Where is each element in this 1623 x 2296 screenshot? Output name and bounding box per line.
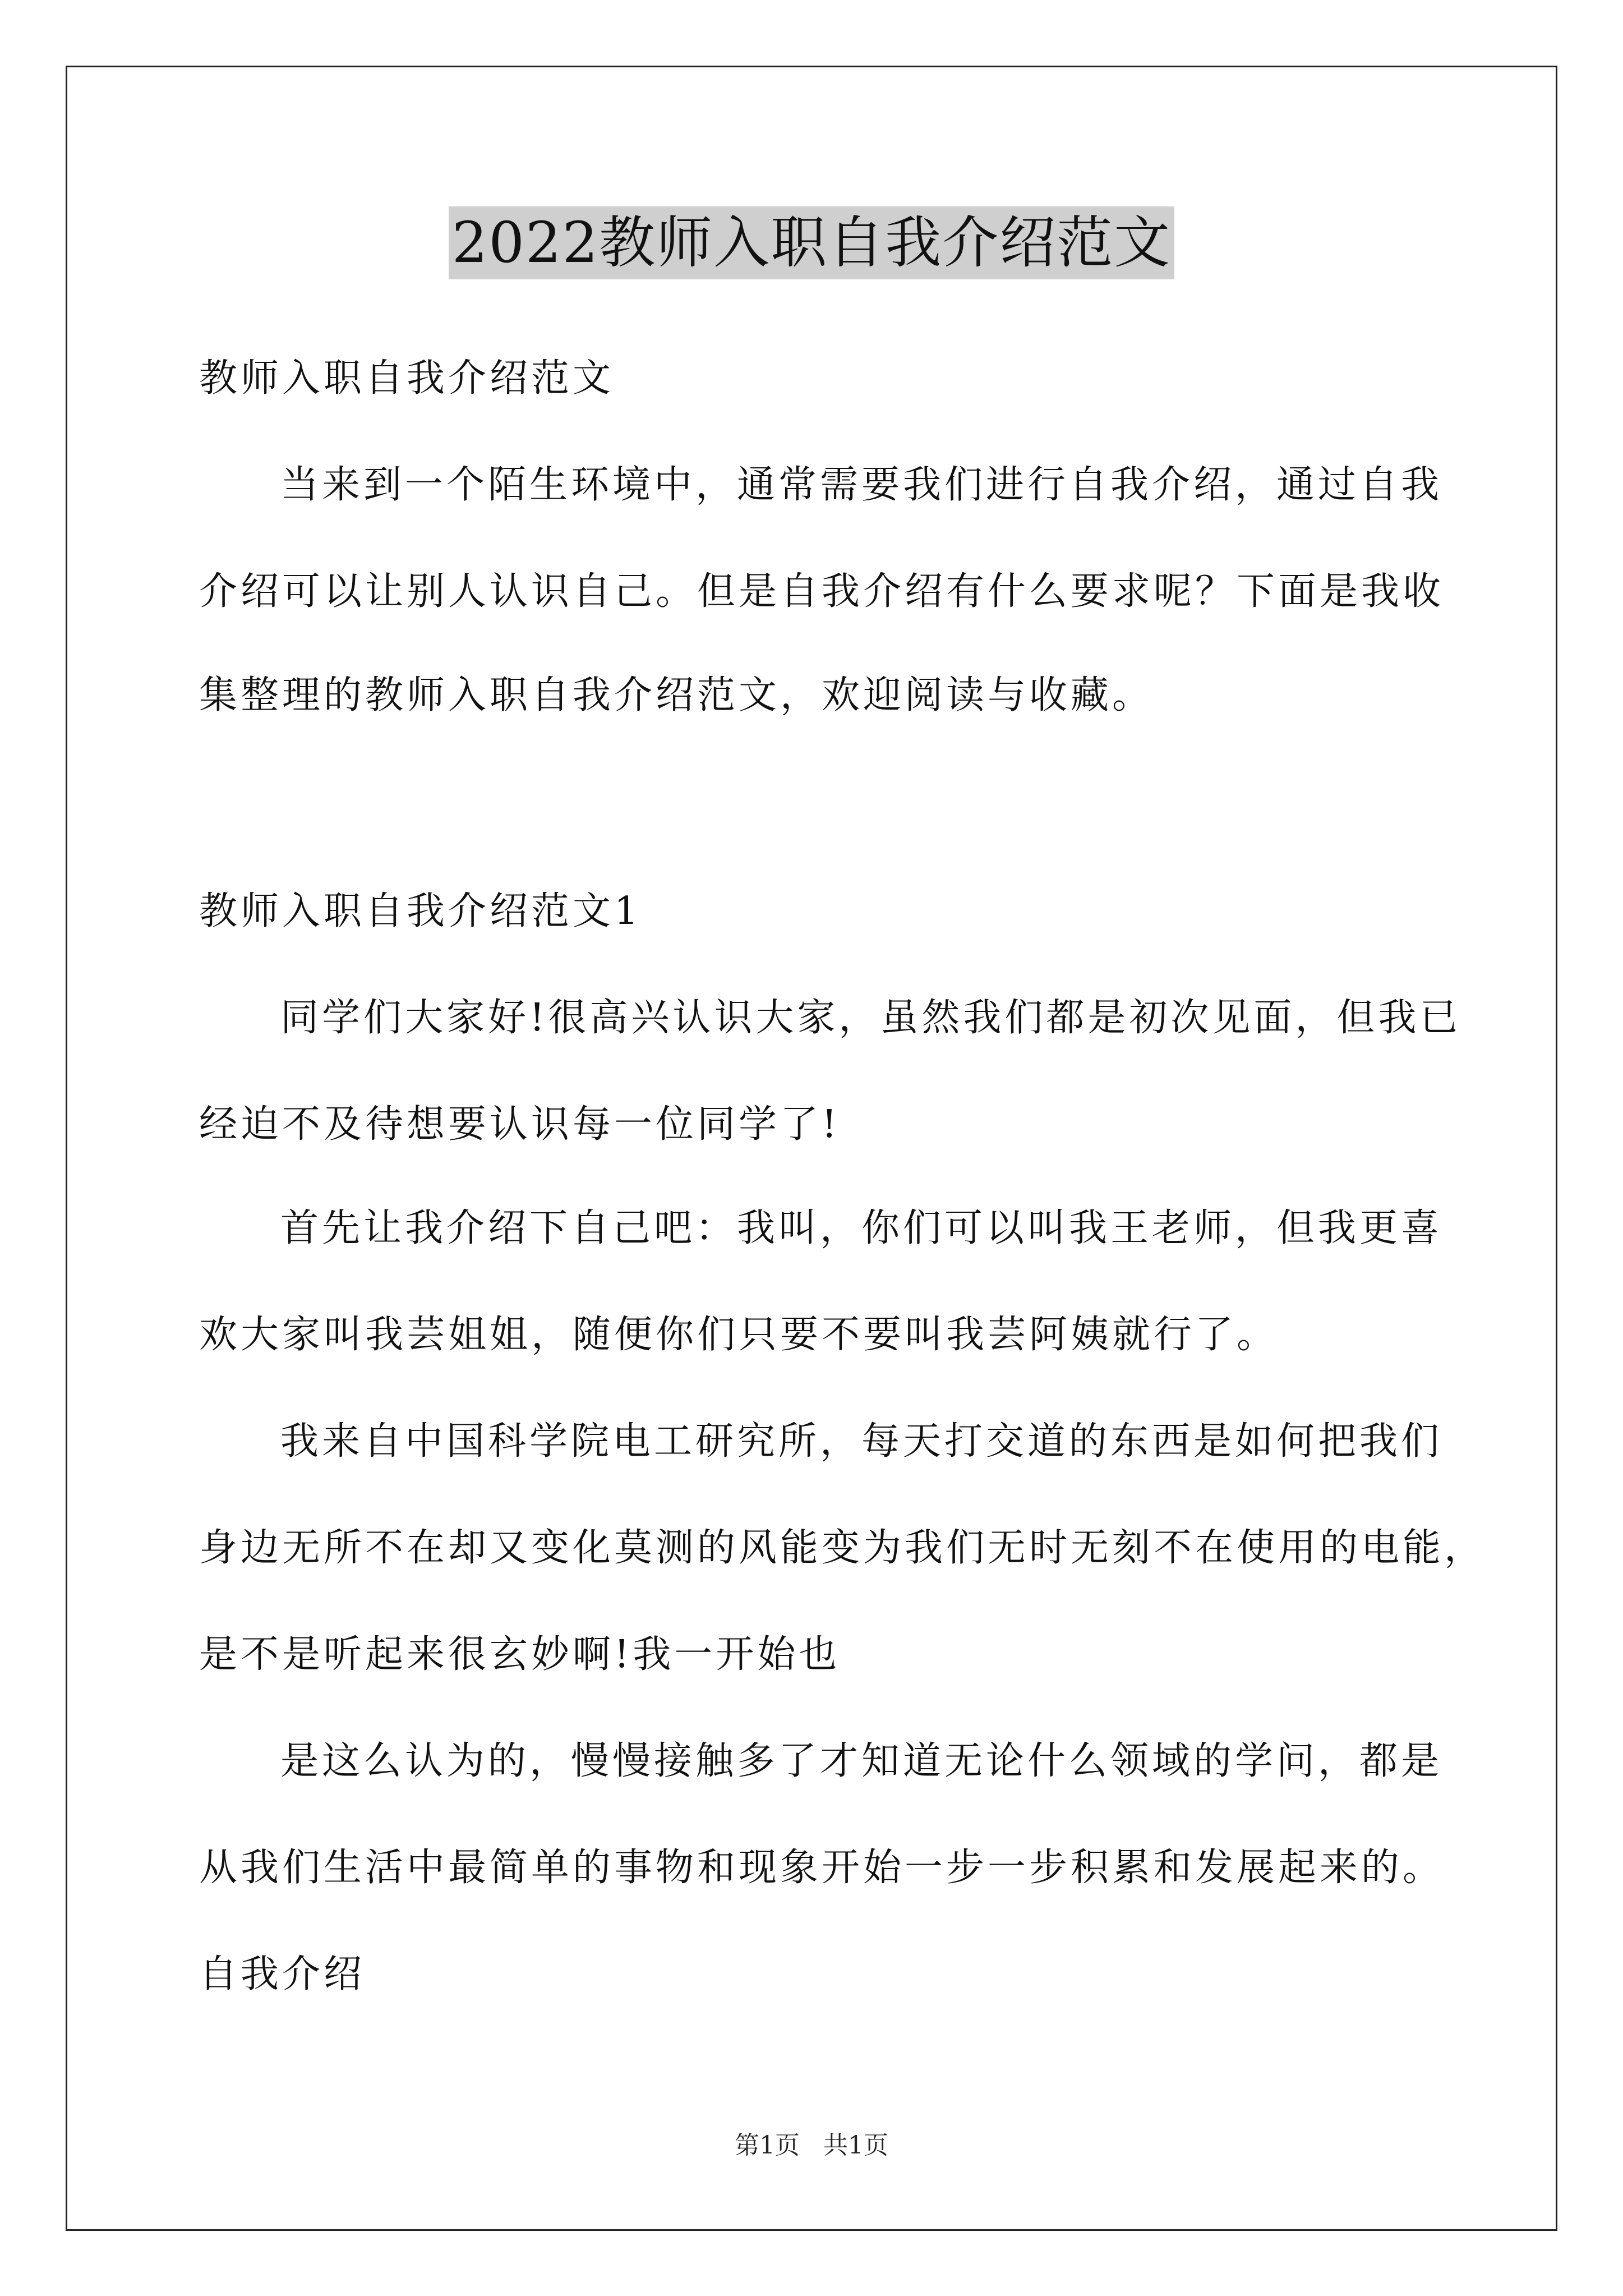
title-container	[0, 206, 1623, 279]
paragraph-line: 集整理的教师入职自我介绍范文，欢迎阅读与收藏。	[199, 673, 1154, 717]
paragraph-line: 我来自中国科学院电工研究所，每天打交道的东西是如何把我们	[280, 1419, 1443, 1464]
paragraph-line: 从我们生活中最简单的事物和现象开始一步一步积累和发展起来的。	[199, 1846, 1445, 1890]
section-heading: 教师入职自我介绍范文	[199, 356, 615, 401]
paragraph-line: 介绍可以让别人认识自己。但是自我介绍有什么要求呢？下面是我收	[199, 569, 1445, 614]
paragraph-line: 是这么认为的，慢慢接触多了才知道无论什么领域的学问，都是	[280, 1739, 1443, 1783]
paragraph-line: 当来到一个陌生环境中，通常需要我们进行自我介绍，通过自我	[280, 463, 1443, 507]
paragraph-line: 首先让我介绍下自己吧：我叫，你们可以叫我王老师，但我更喜	[280, 1206, 1443, 1250]
document-title: 2022教师入职自我介绍范文	[449, 206, 1175, 279]
paragraph-line: 是不是听起来很玄妙啊!我一开始也	[199, 1632, 841, 1677]
paragraph-line: 身边无所不在却又变化莫测的风能变为我们无时无刻不在使用的电能，	[199, 1526, 1486, 1570]
page-number-current: 第1页	[735, 2131, 800, 2160]
paragraph-line: 自我介绍	[199, 1952, 366, 1996]
section-heading: 教师入职自我介绍范文1	[199, 889, 642, 933]
paragraph-line: 经迫不及待想要认识每一位同学了!	[199, 1102, 841, 1147]
paragraph-line: 同学们大家好!很高兴认识大家，虽然我们都是初次见面，但我已	[280, 996, 1461, 1040]
paragraph-line: 欢大家叫我芸姐姐，随便你们只要不要叫我芸阿姨就行了。	[199, 1313, 1279, 1357]
page-number-total: 共1页	[823, 2131, 888, 2160]
page-footer	[0, 2129, 1623, 2162]
